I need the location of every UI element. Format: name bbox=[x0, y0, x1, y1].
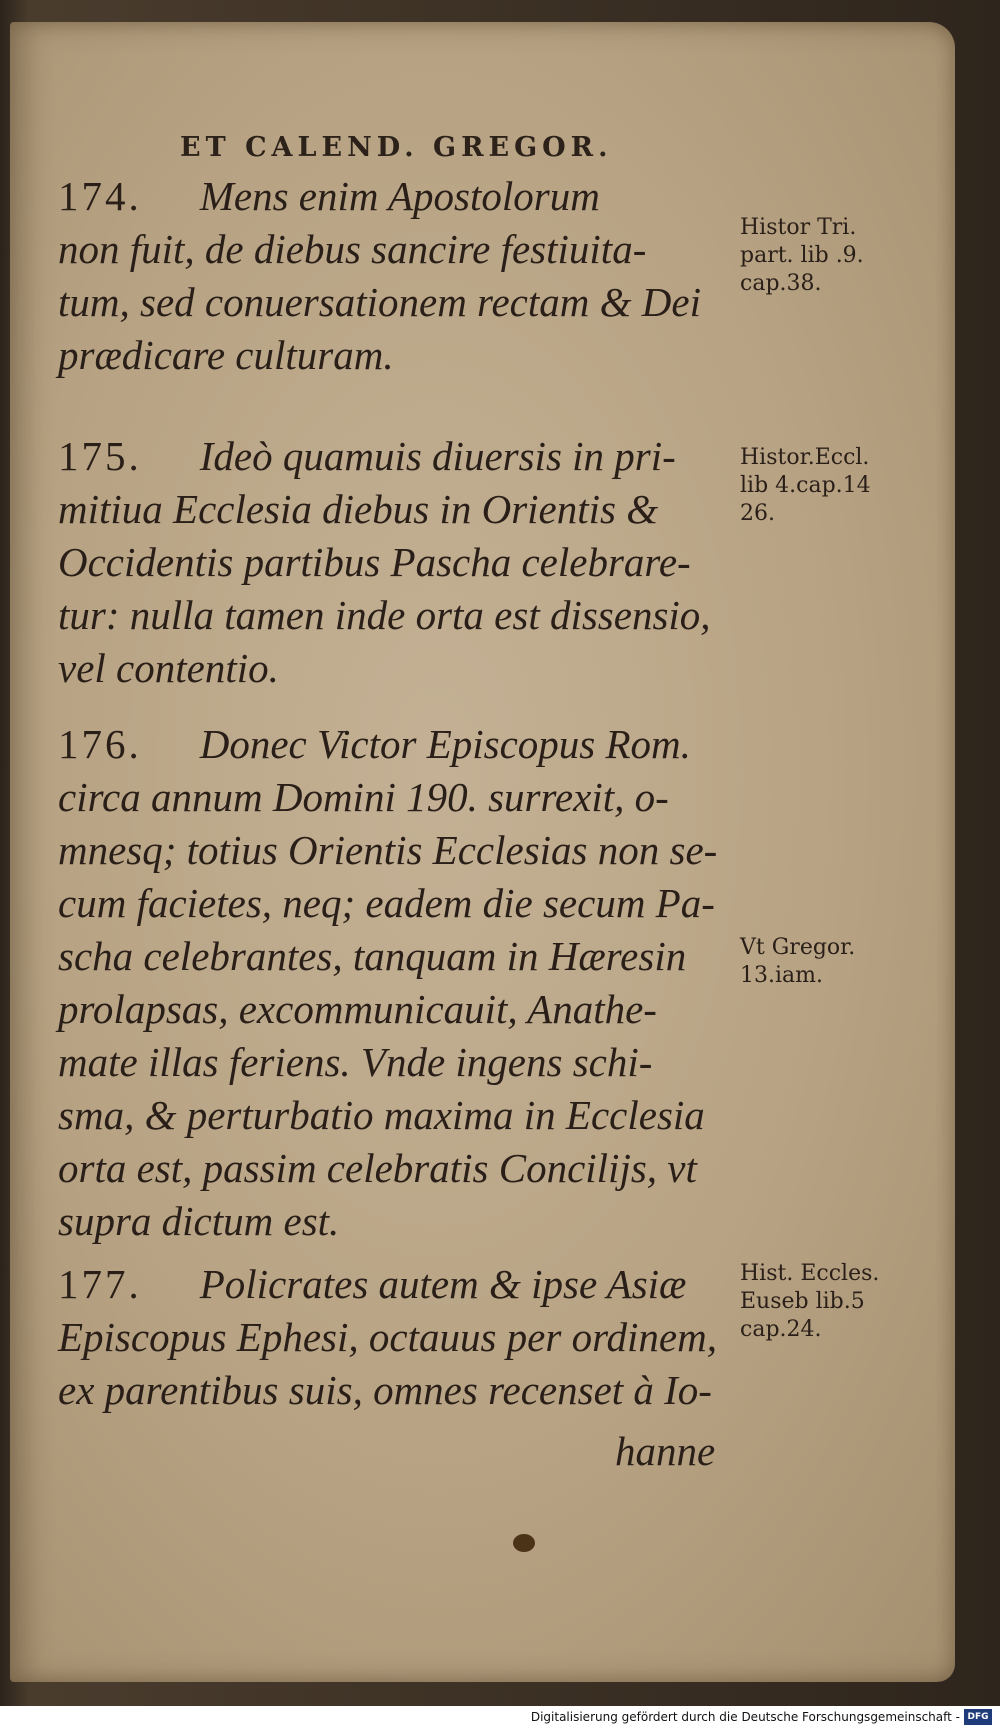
paragraph-number: 175. bbox=[58, 433, 142, 479]
paragraph-line: vel contentio. bbox=[58, 645, 279, 691]
paragraph-line: ex parentibus suis, omnes recenset à Io- bbox=[58, 1367, 712, 1413]
paragraph-line: prolapsas, excommunicauit, Anathe- bbox=[58, 986, 657, 1032]
margin-note: Hist. Eccles. Euseb lib.5 cap.24. bbox=[740, 1261, 880, 1342]
paragraph-line: Episcopus Ephesi, octauus per ordinem, bbox=[58, 1314, 717, 1360]
paragraph-176 bbox=[58, 718, 748, 1248]
margin-note: Histor Tri. part. lib .9. cap.38. bbox=[740, 215, 864, 296]
paragraph-line: 174. Mens enim Apostolorum bbox=[58, 173, 600, 219]
paragraph-175 bbox=[58, 430, 748, 695]
paragraph-number: 176. bbox=[58, 721, 142, 767]
book-page bbox=[10, 22, 955, 1682]
paragraph-line: supra dictum est. bbox=[58, 1198, 340, 1244]
margin-note: Histor.Eccl. lib 4.cap.14 26. bbox=[740, 445, 871, 526]
paragraph-line: mnesq; totius Orientis Ecclesias non se- bbox=[58, 827, 718, 873]
paragraph-line: cum facietes, neq; eadem die secum Pa- bbox=[58, 880, 715, 926]
footer-credit: Digitalisierung gefördert durch die Deutsche Forschungsgemeinschaft - bbox=[530, 1710, 960, 1724]
paragraph-line: Occidentis partibus Pascha celebrare- bbox=[58, 539, 691, 585]
paragraph-line: 177. Policrates autem & ipse Asiæ bbox=[58, 1261, 687, 1307]
paragraph-line: tur: nulla tamen inde orta est dissensio, bbox=[58, 592, 711, 638]
paragraph-line: scha celebrantes, tanquam in Hæresin bbox=[58, 933, 687, 979]
paragraph-line: 175. Ideò quamuis diuersis in pri- bbox=[58, 433, 676, 479]
paragraph-177 bbox=[58, 1258, 748, 1417]
paragraph-line: 176. Donec Victor Episcopus Rom. bbox=[58, 721, 691, 767]
footer-bar bbox=[0, 1706, 1000, 1728]
paragraph-number: 174. bbox=[58, 173, 142, 219]
catchword: hanne bbox=[615, 1428, 716, 1474]
paragraph-174 bbox=[58, 170, 748, 382]
paragraph-number: 177. bbox=[58, 1261, 142, 1307]
paragraph-line: tum, sed conuersationem rectam & Dei bbox=[58, 279, 701, 325]
running-head: ET CALEND. GREGOR. bbox=[180, 132, 613, 163]
dfg-logo-icon: DFG bbox=[964, 1709, 992, 1725]
paragraph-line: non fuit, de diebus sancire festiuita- bbox=[58, 226, 647, 272]
margin-note: Vt Gregor. 13.iam. bbox=[740, 935, 856, 988]
paragraph-line: prædicare culturam. bbox=[58, 332, 394, 378]
paragraph-line: orta est, passim celebratis Concilijs, vt bbox=[58, 1145, 697, 1191]
ink-stain bbox=[513, 1534, 535, 1552]
paragraph-line: circa annum Domini 190. surrexit, o- bbox=[58, 774, 669, 820]
paragraph-line: mitiua Ecclesia diebus in Orientis & bbox=[58, 486, 659, 532]
paragraph-line: sma, & perturbatio maxima in Ecclesia bbox=[58, 1092, 705, 1138]
paragraph-line: mate illas feriens. Vnde ingens schi- bbox=[58, 1039, 653, 1085]
